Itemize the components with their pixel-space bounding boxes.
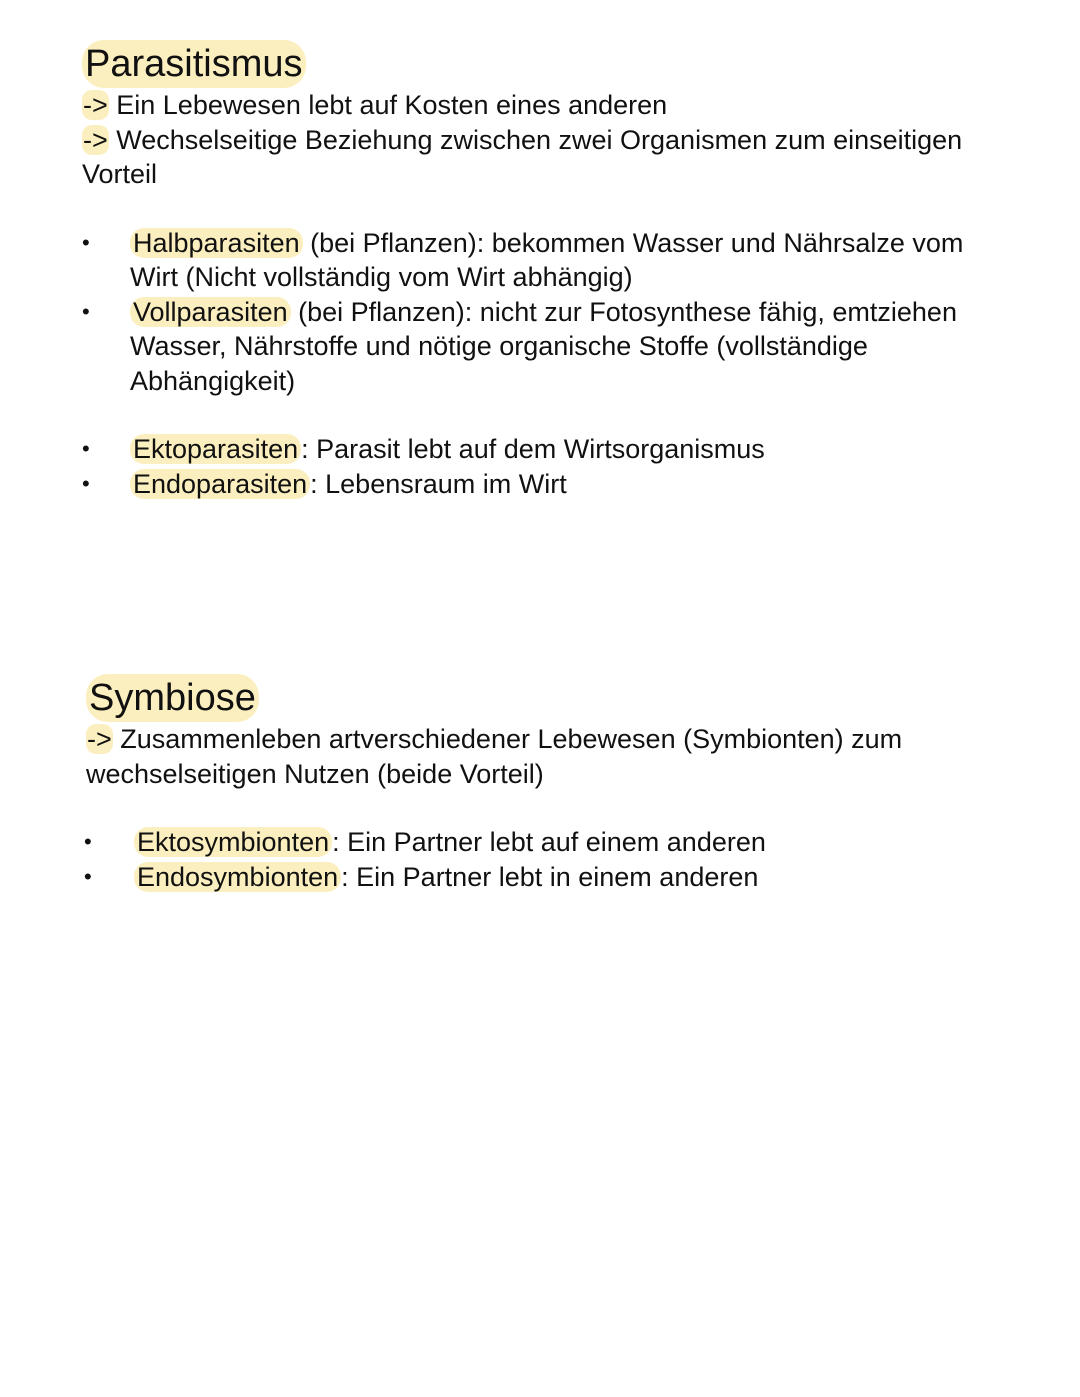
intro-text: Zusammenleben artverschiedener Lebewesen (Symbionten) zum wechselseitigen Nutzen (beide Vorteil)	[86, 724, 903, 789]
intro-line	[82, 123, 982, 192]
arrow-marker: ->	[87, 724, 112, 754]
list-item	[0, 295, 970, 399]
list-item	[0, 825, 974, 860]
term-highlight: Vollparasiten	[130, 297, 291, 327]
arrow-marker: ->	[83, 90, 108, 120]
intro-line	[82, 88, 982, 123]
term-description: (bei Pflanzen): bekommen Wasser und Nährsalze vom Wirt (Nicht vollständig vom Wirt abhängig)	[130, 227, 964, 292]
term-description: : Lebensraum im Wirt	[310, 468, 567, 499]
list-item	[0, 432, 970, 467]
term-highlight: Ektoparasiten	[130, 434, 301, 464]
term-description: : Ein Partner lebt auf einem anderen	[332, 827, 766, 857]
heading-parasitismus: Parasitismus	[82, 40, 306, 88]
bullet-icon: •	[84, 863, 92, 889]
term-highlight: Halbparasiten	[130, 228, 303, 258]
term-description: : Parasit lebt auf dem Wirtsorganismus	[301, 434, 765, 464]
heading-symbiose: Symbiose	[86, 674, 259, 722]
section-parasitismus	[0, 40, 1080, 501]
term-highlight: Ektosymbionten	[134, 827, 332, 857]
term-description: (bei Pflanzen): nicht zur Fotosynthese fähig, emtziehen Wasser, Nährstoffe und nötige organische Stoffe (vollständige Abhängigkeit)	[130, 296, 957, 396]
intro-text: Ein Lebewesen lebt auf Kosten eines anderen	[108, 90, 668, 120]
section-symbiose	[0, 674, 1080, 894]
bullet-icon: •	[84, 829, 92, 854]
list-symbionts	[0, 825, 1080, 894]
term-highlight: Endosymbionten	[134, 862, 341, 892]
arrow-marker: ->	[83, 124, 108, 155]
term-highlight: Endoparasiten	[130, 469, 310, 499]
list-plant-parasites	[0, 226, 1080, 399]
bullet-icon: •	[82, 229, 90, 255]
intro-line	[86, 722, 986, 791]
list-item	[0, 226, 970, 295]
bullet-icon: •	[82, 436, 90, 461]
list-item	[0, 467, 970, 502]
intro-text: Wechselseitige Beziehung zwischen zwei Organismen zum einseitigen Vorteil	[82, 124, 963, 189]
term-description: : Ein Partner lebt in einem anderen	[341, 861, 759, 892]
list-item	[0, 860, 974, 895]
bullet-icon: •	[82, 470, 90, 496]
bullet-icon: •	[82, 298, 90, 324]
list-parasite-location	[0, 432, 1080, 501]
